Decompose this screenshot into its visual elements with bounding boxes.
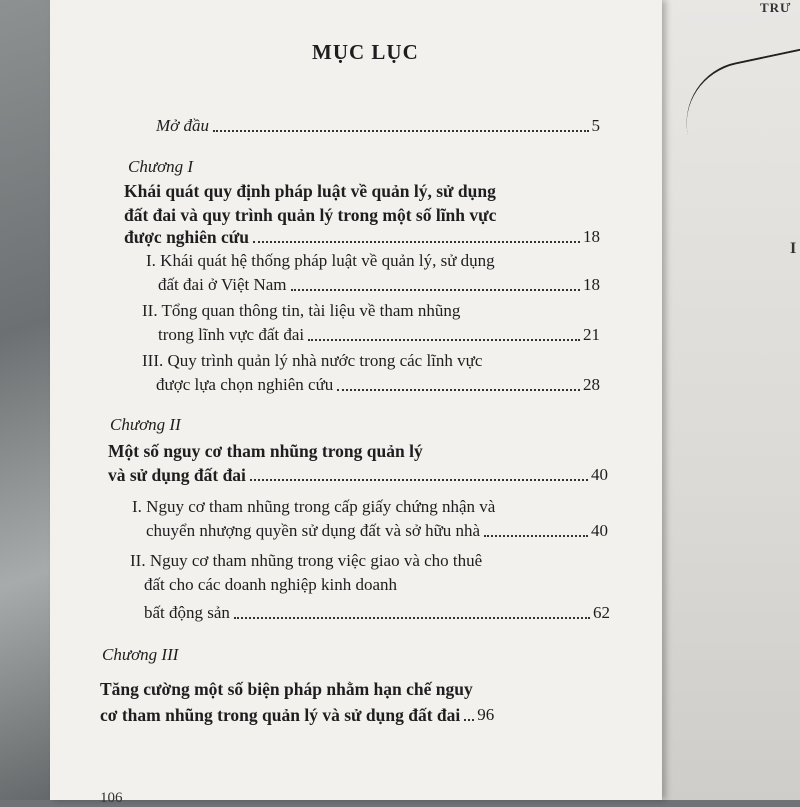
- chapter-2-page: 40: [591, 465, 608, 484]
- chapter-3-page: 96: [477, 705, 495, 724]
- toc-entry-intro: [156, 115, 600, 137]
- chapter-1-title-line: Khái quát quy định pháp luật về quản lý, sử dụng: [124, 181, 496, 201]
- chapter-2-label: Chương II: [110, 415, 181, 434]
- dot-leader: [253, 241, 580, 243]
- section-1-1-last: [158, 274, 600, 296]
- toc-page: [50, 0, 662, 806]
- adjacent-page-header: TRƯ: [760, 0, 792, 15]
- section-2-1-page: 40: [591, 521, 608, 540]
- adjacent-page-mark: I: [790, 240, 797, 257]
- dot-leader: [484, 535, 588, 537]
- section-1-2-page: 21: [583, 325, 600, 344]
- chapter-1-title-line: được nghiên cứu: [124, 227, 250, 247]
- chapter-1-label: Chương I: [128, 157, 194, 176]
- section-1-1-line: I. Khái quát hệ thống pháp luật về quản lý, sử dụng: [146, 251, 495, 270]
- section-1-2-line: II. Tổng quan thông tin, tài liệu về tham nhũng: [142, 301, 461, 320]
- chapter-3-title-last: [100, 704, 612, 726]
- chapter-3-title-line: Tăng cường một số biện pháp nhằm hạn chế nguy: [100, 679, 473, 699]
- section-2-2-line: II. Nguy cơ tham nhũng trong việc giao và cho thuê: [130, 551, 483, 570]
- section-1-3-last: [156, 374, 600, 396]
- section-2-2-last: [144, 602, 610, 624]
- dot-leader: [250, 479, 588, 481]
- dot-leader: [337, 389, 580, 391]
- section-2-2-line: đất cho các doanh nghiệp kinh doanh: [144, 575, 398, 594]
- dot-leader: [213, 130, 589, 132]
- chapter-1-title-line: đất đai và quy trình quản lý trong một số lĩnh vực: [124, 205, 497, 225]
- chapter-3-label: Chương III: [102, 645, 179, 664]
- chapter-2-title-last: [108, 464, 608, 486]
- section-1-3-line: III. Quy trình quản lý nhà nước trong các lĩnh vực: [142, 351, 483, 370]
- chapter-2-title-line: Một số nguy cơ tham nhũng trong quản lý: [108, 441, 423, 461]
- section-1-3-line: được lựa chọn nghiên cứu: [156, 375, 334, 394]
- section-1-3-page: 28: [583, 375, 600, 394]
- toc-entry-intro-page: 5: [591, 116, 600, 135]
- chapter-3-title-line: cơ tham nhũng trong quản lý và sử dụng đất đai: [100, 705, 461, 725]
- page-number: 106: [100, 790, 123, 806]
- toc-title: MỤC LỤC: [312, 40, 419, 64]
- section-1-1-page: 18: [583, 275, 600, 294]
- section-2-1-line: I. Nguy cơ tham nhũng trong cấp giấy chứng nhận và: [132, 497, 496, 516]
- section-2-2-page: 62: [593, 603, 610, 622]
- section-2-2-line: bất động sản: [144, 603, 230, 622]
- chapter-1-title-last: [124, 226, 600, 248]
- section-2-1-line: chuyển nhượng quyền sử dụng đất và sở hữu nhà: [146, 521, 481, 540]
- dot-leader: [308, 339, 580, 341]
- chapter-2-title-line: và sử dụng đất đai: [108, 465, 246, 485]
- dot-leader: [234, 617, 590, 619]
- dot-leader: [464, 719, 474, 721]
- chapter-1-page: 18: [583, 227, 600, 246]
- section-1-2-last: [158, 324, 600, 346]
- dot-leader: [291, 289, 580, 291]
- section-1-2-line: trong lĩnh vực đất đai: [158, 325, 305, 344]
- section-1-1-line: đất đai ở Việt Nam: [158, 275, 287, 294]
- section-2-1-last: [146, 520, 608, 542]
- toc-entry-intro-label: Mở đầu: [156, 116, 209, 135]
